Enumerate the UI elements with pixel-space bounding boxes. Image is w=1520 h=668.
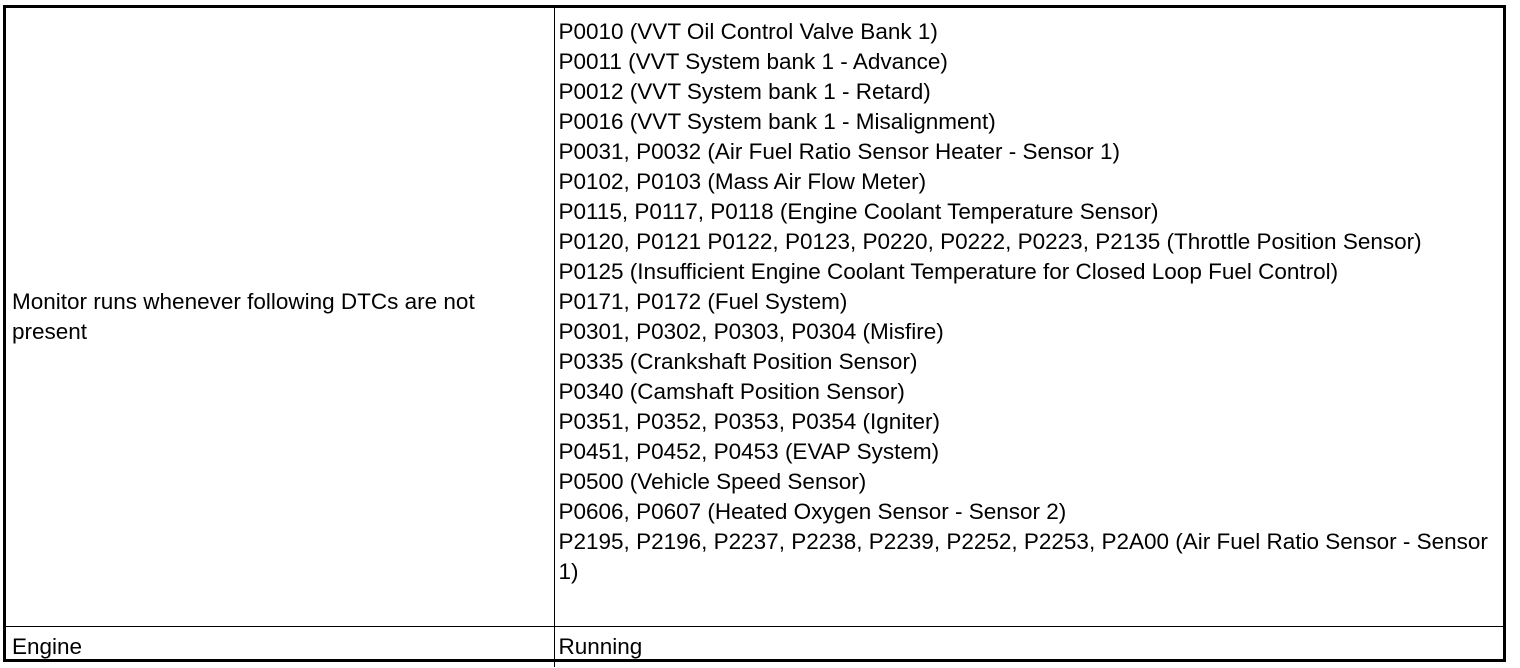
- dtc-list-item: P0125 (Insufficient Engine Coolant Temperature for Closed Loop Fuel Control): [558, 259, 1339, 284]
- row-label-engine: Engine: [6, 627, 554, 668]
- dtc-list-item: P0102, P0103 (Mass Air Flow Meter): [558, 169, 927, 194]
- dtc-list-item: P0011 (VVT System bank 1 - Advance): [558, 49, 948, 74]
- dtc-list-item: P0301, P0302, P0303, P0304 (Misfire): [558, 319, 944, 344]
- row-label-monitor: Monitor runs whenever following DTCs are not present: [6, 8, 554, 627]
- dtc-list-item: P0335 (Crankshaft Position Sensor): [558, 349, 918, 374]
- table-row-engine: [6, 627, 1503, 668]
- dtc-list-item: P0340 (Camshaft Position Sensor): [558, 379, 905, 404]
- dtc-list-item: P0016 (VVT System bank 1 - Misalignment): [558, 109, 996, 134]
- conditions-table-grid: [6, 8, 1503, 667]
- dtc-list-item: P0171, P0172 (Fuel System): [558, 289, 848, 314]
- dtc-list-item: P0500 (Vehicle Speed Sensor): [558, 469, 867, 494]
- dtc-list-item: P0351, P0352, P0353, P0354 (Igniter): [558, 409, 941, 434]
- dtc-list-item: P0606, P0607 (Heated Oxygen Sensor - Sensor 2): [558, 499, 1067, 524]
- dtc-list-cell: [554, 8, 1503, 627]
- row-value-engine: Running: [558, 634, 643, 659]
- conditions-table: [3, 5, 1506, 662]
- dtc-list-item: P0120, P0121 P0122, P0123, P0220, P0222, P0223, P2135 (Throttle Position Sensor): [558, 229, 1422, 254]
- dtc-list-item: P0010 (VVT Oil Control Valve Bank 1): [558, 19, 938, 44]
- dtc-list-item: P0012 (VVT System bank 1 - Retard): [558, 79, 931, 104]
- dtc-list-item: P0451, P0452, P0453 (EVAP System): [558, 439, 940, 464]
- dtc-list-item: P0115, P0117, P0118 (Engine Coolant Temperature Sensor): [558, 199, 1159, 224]
- dtc-list-item: P0031, P0032 (Air Fuel Ratio Sensor Heater - Sensor 1): [558, 139, 1121, 164]
- table-row-monitor: [6, 8, 1503, 627]
- dtc-list-item: P2195, P2196, P2237, P2238, P2239, P2252, P2253, P2A00 (Air Fuel Ratio Sensor - Sensor 1): [558, 529, 1488, 584]
